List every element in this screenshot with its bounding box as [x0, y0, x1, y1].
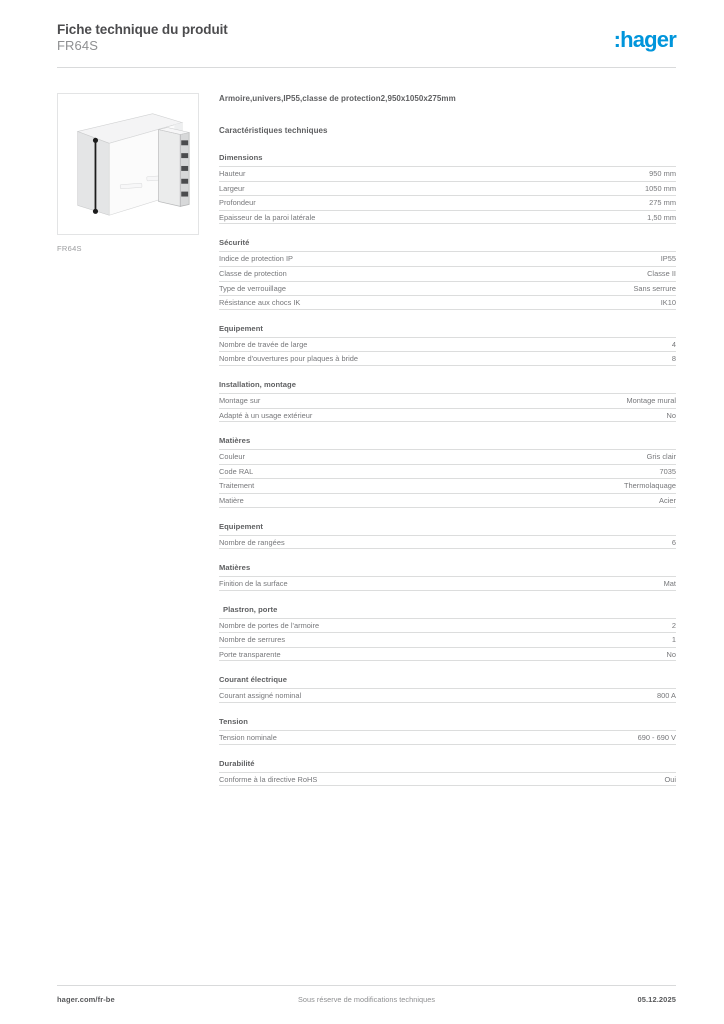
spec-section-title: Durabilité: [219, 758, 255, 768]
spec-label: Nombre de rangées: [219, 537, 285, 547]
spec-value: 6: [671, 537, 676, 547]
spec-row: [219, 632, 676, 647]
spec-label: Nombre d'ouvertures pour plaques à bride: [219, 354, 359, 364]
spec-value: 1: [671, 635, 676, 645]
spec-section-title: Tension: [219, 717, 248, 727]
spec-row: [219, 647, 676, 662]
page-title: Fiche technique du produit: [57, 22, 228, 37]
footer-divider: [57, 985, 676, 986]
spec-label: Tension nominale: [219, 733, 277, 743]
enclosure-illustration: [58, 94, 198, 234]
spec-label: Courant assigné nominal: [219, 691, 302, 701]
spec-section-title: Matières: [219, 563, 251, 573]
spec-value: 1,50 mm: [647, 212, 676, 222]
spec-label: Profondeur: [219, 198, 256, 208]
spec-row: [219, 210, 676, 225]
spec-label: Nombre de travée de large: [219, 339, 308, 349]
product-description: Armoire,univers,IP55,classe de protection2,950x1050x275mm: [219, 94, 456, 103]
spec-value: 7035: [659, 466, 676, 476]
spec-label: Matière: [219, 495, 244, 505]
spec-label: Classe de protection: [219, 268, 287, 278]
spec-row: [219, 408, 676, 423]
product-image-caption: FR64S: [57, 244, 82, 253]
spec-value: Montage mural: [626, 395, 676, 405]
spec-label: Nombre de serrures: [219, 635, 286, 645]
spec-row: [219, 478, 676, 493]
spec-label: Indice de protection IP: [219, 254, 294, 264]
spec-value: No: [666, 410, 676, 420]
specification-sections: [219, 152, 676, 786]
spec-row: [219, 449, 676, 464]
spec-row: [219, 251, 676, 266]
header-titles: [57, 22, 228, 54]
product-image: [57, 93, 199, 235]
spec-row: [219, 493, 676, 508]
spec-row: [219, 281, 676, 296]
product-reference: FR64S: [57, 38, 98, 53]
spec-label: Epaisseur de la paroi latérale: [219, 212, 316, 222]
spec-value: 4: [671, 339, 676, 349]
spec-label: Largeur: [219, 183, 245, 193]
spec-value: 275 mm: [649, 198, 676, 208]
spec-row: [219, 772, 676, 787]
spec-row: [219, 576, 676, 591]
spec-row: [219, 730, 676, 745]
spec-row: [219, 295, 676, 310]
spec-section: [219, 716, 676, 745]
spec-row: [219, 464, 676, 479]
page-footer: [57, 995, 676, 1004]
spec-value: 2: [671, 620, 676, 630]
spec-section: [219, 758, 676, 787]
spec-value: Sans serrure: [633, 283, 676, 293]
spec-row: [219, 393, 676, 408]
spec-row: [219, 535, 676, 550]
spec-section-title: Plastron, porte: [223, 604, 278, 614]
spec-section-title: Equipement: [219, 521, 263, 531]
spec-section: [219, 323, 676, 366]
spec-value: IP55: [660, 254, 676, 264]
spec-value: IK10: [660, 298, 676, 308]
spec-label: Résistance aux chocs IK: [219, 298, 301, 308]
spec-row: [219, 195, 676, 210]
spec-section: [219, 435, 676, 507]
spec-section-title: Dimensions: [219, 153, 263, 162]
spec-label: Type de verrouillage: [219, 283, 286, 293]
spec-value: 1050 mm: [645, 183, 676, 193]
spec-section-title: Equipement: [219, 323, 263, 333]
page-header: [57, 22, 676, 68]
spec-section-title: Installation, montage: [219, 379, 296, 389]
spec-row: [219, 618, 676, 633]
spec-row: [219, 351, 676, 366]
spec-value: 950 mm: [649, 169, 676, 178]
footer-disclaimer: Sous réserve de modifications techniques: [297, 995, 436, 1004]
footer-website-link[interactable]: hager.com/fr-be: [57, 995, 115, 1004]
spec-label: Conforme à la directive RoHS: [219, 774, 318, 784]
spec-section: [219, 562, 676, 591]
spec-row: [219, 688, 676, 703]
spec-value: 690 - 690 V: [637, 733, 676, 743]
spec-value: Acier: [659, 495, 676, 505]
spec-value: 800 A: [656, 691, 676, 701]
spec-label: Nombre de portes de l'armoire: [219, 620, 320, 630]
spec-value: Classe II: [647, 268, 676, 278]
specifications-panel: [219, 93, 676, 799]
spec-label: Montage sur: [219, 395, 261, 405]
spec-section-title: Courant électrique: [219, 675, 287, 685]
spec-label: Porte transparente: [219, 649, 281, 659]
spec-value: Gris clair: [646, 452, 676, 462]
specifications-heading: Caractéristiques techniques: [219, 126, 328, 135]
spec-section: [219, 379, 676, 422]
spec-section: [219, 521, 676, 550]
spec-value: Mat: [663, 579, 676, 589]
spec-row: [219, 166, 676, 181]
spec-section: [219, 604, 676, 662]
spec-label: Hauteur: [219, 169, 246, 178]
spec-value: 8: [671, 354, 676, 364]
spec-value: Thermolaquage: [623, 481, 676, 491]
spec-section: [219, 674, 676, 703]
spec-section: [219, 237, 676, 309]
header-divider: [57, 67, 676, 68]
spec-row: [219, 266, 676, 281]
spec-value: No: [666, 649, 676, 659]
spec-label: Traitement: [219, 481, 255, 491]
spec-label: Code RAL: [219, 466, 254, 476]
spec-section-title: Sécurité: [219, 238, 250, 248]
spec-section-title: Matières: [219, 436, 251, 446]
product-figure: [57, 93, 199, 253]
spec-label: Finition de la surface: [219, 579, 288, 589]
spec-section: [219, 152, 676, 224]
spec-label: Couleur: [219, 452, 246, 462]
hager-logo: :hager: [613, 27, 676, 52]
footer-date: 05.12.2025: [637, 995, 676, 1004]
spec-label: Adapté à un usage extérieur: [219, 410, 313, 420]
spec-row: [219, 181, 676, 196]
spec-row: [219, 337, 676, 352]
spec-value: Oui: [664, 774, 676, 784]
